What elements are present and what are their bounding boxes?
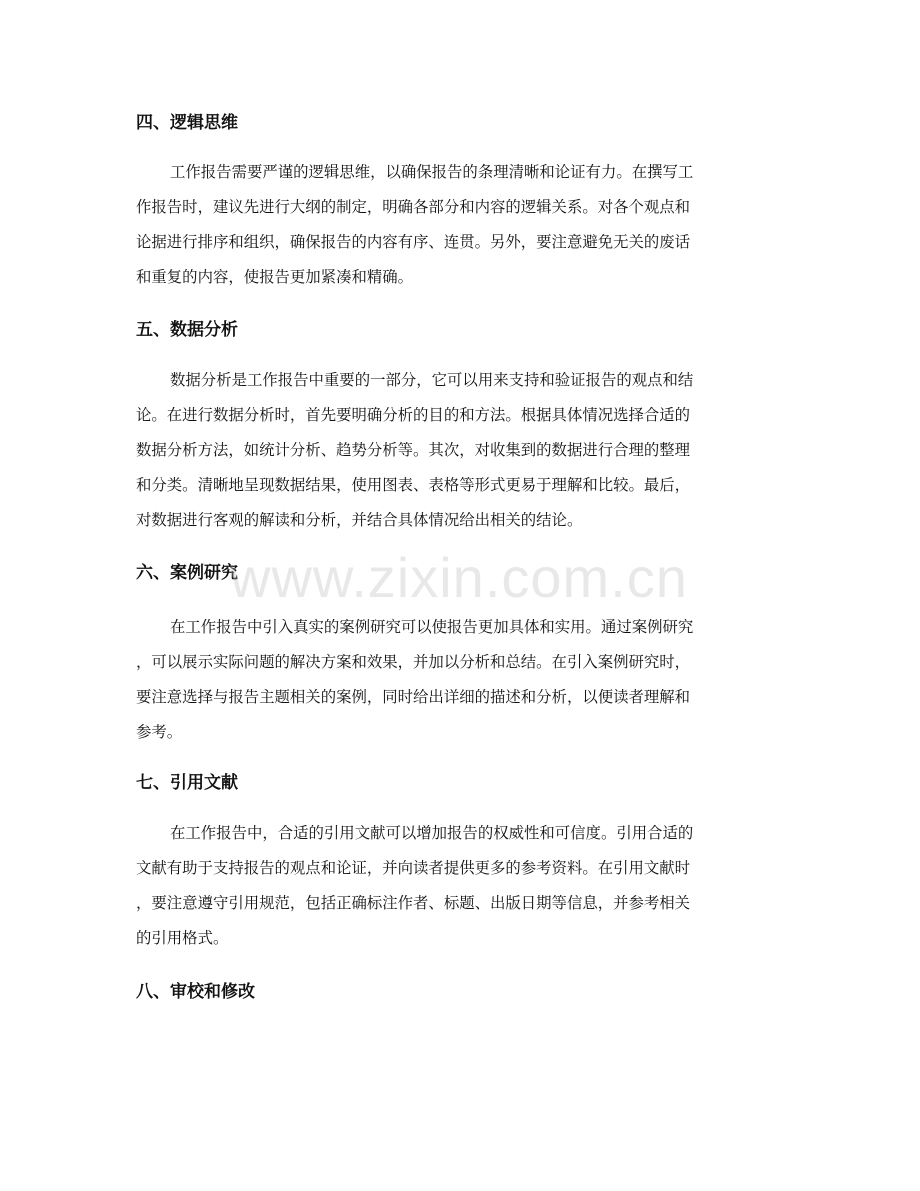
watermark: www.zixin.com.cn — [230, 546, 688, 609]
paragraph-line: 和分类。清晰地呈现数据结果，使用图表、表格等形式更易于理解和比较。最后， — [136, 476, 691, 494]
paragraph-line: 和重复的内容，使报告更加紧凑和精确。 — [136, 268, 414, 286]
paragraph-line: ，要注意遵守引用规范，包括正确标注作者、标题、出版日期等信息，并参考相关 — [136, 894, 691, 912]
paragraph-line: 论据进行排序和组织，确保报告的内容有序、连贯。另外，要注意避免无关的废话 — [136, 233, 691, 251]
paragraph-line: 在工作报告中，合适的引用文献可以增加报告的权威性和可信度。引用合适的 — [170, 824, 694, 842]
paragraph-line: ，可以展示实际问题的解决方案和效果，并加以分析和总结。在引入案例研究时， — [136, 653, 691, 671]
paragraph-line: 文献有助于支持报告的观点和论证，并向读者提供更多的参考资料。在引用文献时 — [136, 859, 691, 877]
paragraph-line: 的引用格式。 — [136, 929, 229, 947]
paragraph-line: 参考。 — [136, 723, 183, 741]
section-paragraph-data-analysis — [136, 363, 786, 538]
paragraph-line: 论。在进行数据分析时，首先要明确分析的目的和方法。根据具体情况选择合适的 — [136, 406, 691, 424]
section-heading-case-study: 六、案例研究 — [136, 563, 238, 583]
paragraph-line: 数据分析方法，如统计分析、趋势分析等。其次，对收集到的数据进行合理的整理 — [136, 441, 691, 459]
section-heading-references: 七、引用文献 — [136, 773, 238, 793]
section-paragraph-references — [136, 816, 786, 956]
paragraph-line: 作报告时，建议先进行大纲的制定，明确各部分和内容的逻辑关系。对各个观点和 — [136, 198, 691, 216]
section-heading-logic: 四、逻辑思维 — [136, 113, 238, 133]
paragraph-line: 数据分析是工作报告中重要的一部分，它可以用来支持和验证报告的观点和结 — [170, 371, 694, 389]
paragraph-line: 对数据进行客观的解读和分析，并结合具体情况给出相关的结论。 — [136, 511, 583, 529]
paragraph-line: 在工作报告中引入真实的案例研究可以使报告更加具体和实用。通过案例研究 — [170, 618, 694, 636]
section-paragraph-case-study — [136, 610, 786, 750]
paragraph-line: 工作报告需要严谨的逻辑思维，以确保报告的条理清晰和论证有力。在撰写工 — [170, 163, 694, 181]
section-heading-review: 八、审校和修改 — [136, 982, 255, 1002]
paragraph-line: 要注意选择与报告主题相关的案例，同时给出详细的描述和分析，以便读者理解和 — [136, 688, 691, 706]
section-paragraph-logic — [136, 155, 786, 295]
section-heading-data-analysis: 五、数据分析 — [136, 320, 238, 340]
